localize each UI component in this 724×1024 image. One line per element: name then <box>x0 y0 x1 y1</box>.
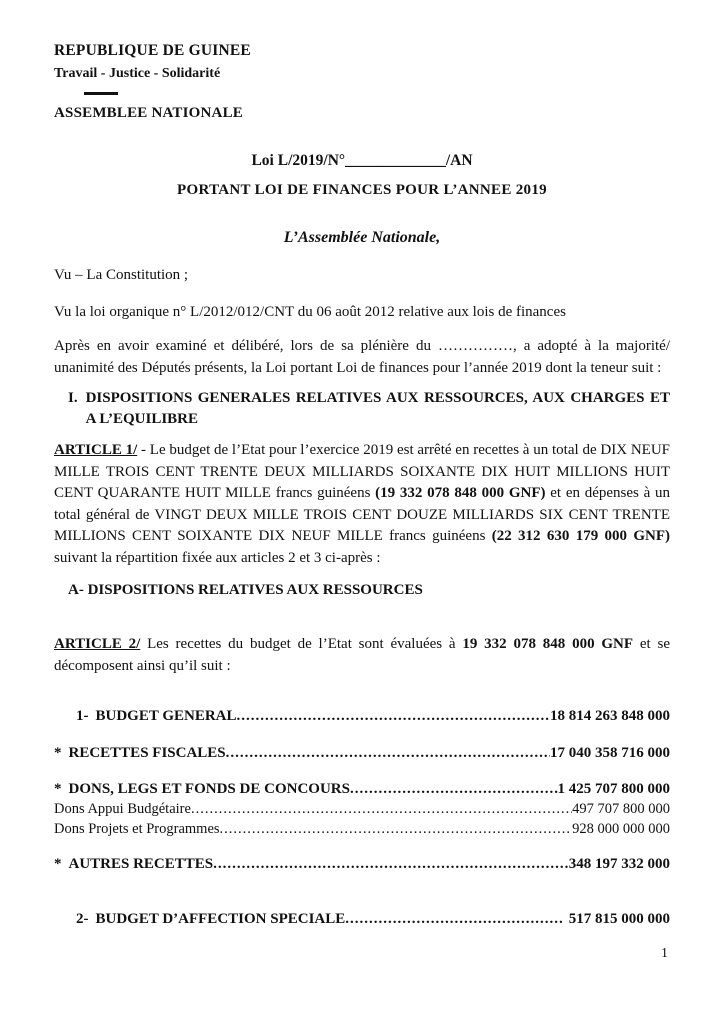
article-1-text-3: suivant la répartition fixée aux articles 2 et 3 ci-après : <box>54 549 381 566</box>
line-prefix: 1- <box>76 708 89 724</box>
budget-line-autres-recettes <box>54 854 670 874</box>
dot-leader <box>237 706 550 726</box>
dot-leader <box>213 854 569 874</box>
article-2-text-1: Les recettes du budget de l’Etat sont évaluées à <box>140 636 463 652</box>
national-motto: Travail - Justice - Solidarité <box>54 66 221 81</box>
line-label: DONS, LEGS ET FONDS DE CONCOURS <box>68 781 350 797</box>
article-1-amount-depenses: (22 312 630 179 000 GNF) <box>491 528 670 544</box>
line-label: Dons Projets et Programmes <box>54 821 220 837</box>
line-value: 497 707 800 000 <box>572 801 670 817</box>
page-number: 1 <box>661 946 668 961</box>
assembly-invocation: L’Assemblée Nationale, <box>283 229 441 246</box>
section-heading-a: A- DISPOSITIONS RELATIVES AUX RESSOURCES <box>68 582 423 598</box>
law-title: PORTANT LOI DE FINANCES POUR L’ANNEE 2019 <box>177 182 547 198</box>
article-2-paragraph <box>54 634 670 677</box>
budget-line-dons-projets <box>54 819 670 839</box>
line-prefix: 2- <box>76 911 89 927</box>
section-heading-text: DISPOSITIONS GENERALES RELATIVES AUX RESSOURCES, AUX CHARGES ET A L’EQUILIBRE <box>85 390 670 427</box>
line-value: 348 197 332 000 <box>568 856 670 872</box>
section-heading-i <box>54 388 670 430</box>
section-numeral: I. <box>68 390 78 406</box>
assembly-title: ASSEMBLEE NATIONALE <box>54 105 243 121</box>
recettes-breakdown <box>54 706 670 929</box>
line-value: 17 040 358 716 000 <box>550 745 670 761</box>
article-1-text-2: et en dépenses à un total général de VINGT DEUX MILLE TROIS CENT DOUZE MILLIARDS SIX CENT TRENTE MILLIONS CENT SOIXANTE DIX NEUF MILLE francs guinéens <box>54 485 670 544</box>
line-label: RECETTES FISCALES <box>68 745 226 761</box>
dot-leader <box>191 799 572 819</box>
line-value: 517 815 000 000 <box>568 911 670 927</box>
line-value: 928 000 000 000 <box>572 821 670 837</box>
budget-line-dons-appui <box>54 799 670 819</box>
line-label: AUTRES RECETTES <box>68 856 214 872</box>
law-reference: Loi L/2019/N°_____________/AN <box>251 152 473 169</box>
line-label: BUDGET GENERAL <box>95 708 237 724</box>
letterhead <box>54 40 670 124</box>
budget-line-dons-legs <box>54 779 670 799</box>
article-2-amount: 19 332 078 848 000 GNF <box>462 636 634 652</box>
dot-leader <box>226 743 550 763</box>
vu-constitution: Vu – La Constitution ; <box>54 267 189 283</box>
line-prefix: * <box>54 856 62 872</box>
article-2-label: ARTICLE 2/ <box>54 636 141 652</box>
adoption-paragraph: Après en avoir examiné et délibéré, lors de sa plénière du ……………, a adopté à la majorité/ unanimité des Députés présents, la Loi portant Loi de finances pour l’année 2019 dont la teneur suit : <box>54 338 670 376</box>
line-prefix: * <box>54 745 62 761</box>
article-1-text-1: - Le budget de l’Etat pour l’exercice 2019 est arrêté en recettes à un total de DIX NEUF MILLE TROIS CENT TRENTE DEUX MILLIARDS SOIXANTE DIX HUIT MILLIONS HUIT CENT QUARANTE HUIT MILLE francs guinéens <box>54 442 670 501</box>
budget-line-budget-general <box>54 706 670 726</box>
letterhead-divider <box>84 92 118 95</box>
article-2-text-2: et se décomposent ainsi qu’il suit : <box>54 636 670 674</box>
dot-leader <box>345 909 561 929</box>
dot-leader <box>350 779 558 799</box>
dot-leader <box>220 819 573 839</box>
article-1-label: ARTICLE 1/ <box>54 442 138 458</box>
line-label: BUDGET D’AFFECTION SPECIALE <box>95 911 346 927</box>
line-value: 1 425 707 800 000 <box>557 781 670 797</box>
republic-title: REPUBLIQUE DE GUINEE <box>54 42 251 59</box>
budget-line-recettes-fiscales <box>54 743 670 763</box>
article-1-paragraph <box>54 440 670 569</box>
line-value: 18 814 263 848 000 <box>550 708 670 724</box>
line-label: Dons Appui Budgétaire <box>54 801 191 817</box>
vu-loi-organique: Vu la loi organique n° L/2012/012/CNT du 06 août 2012 relative aux lois de finances <box>54 304 566 320</box>
line-prefix: * <box>54 781 62 797</box>
budget-line-affectation-speciale <box>54 909 670 929</box>
article-1-amount-recettes: (19 332 078 848 000 GNF) <box>375 485 546 501</box>
